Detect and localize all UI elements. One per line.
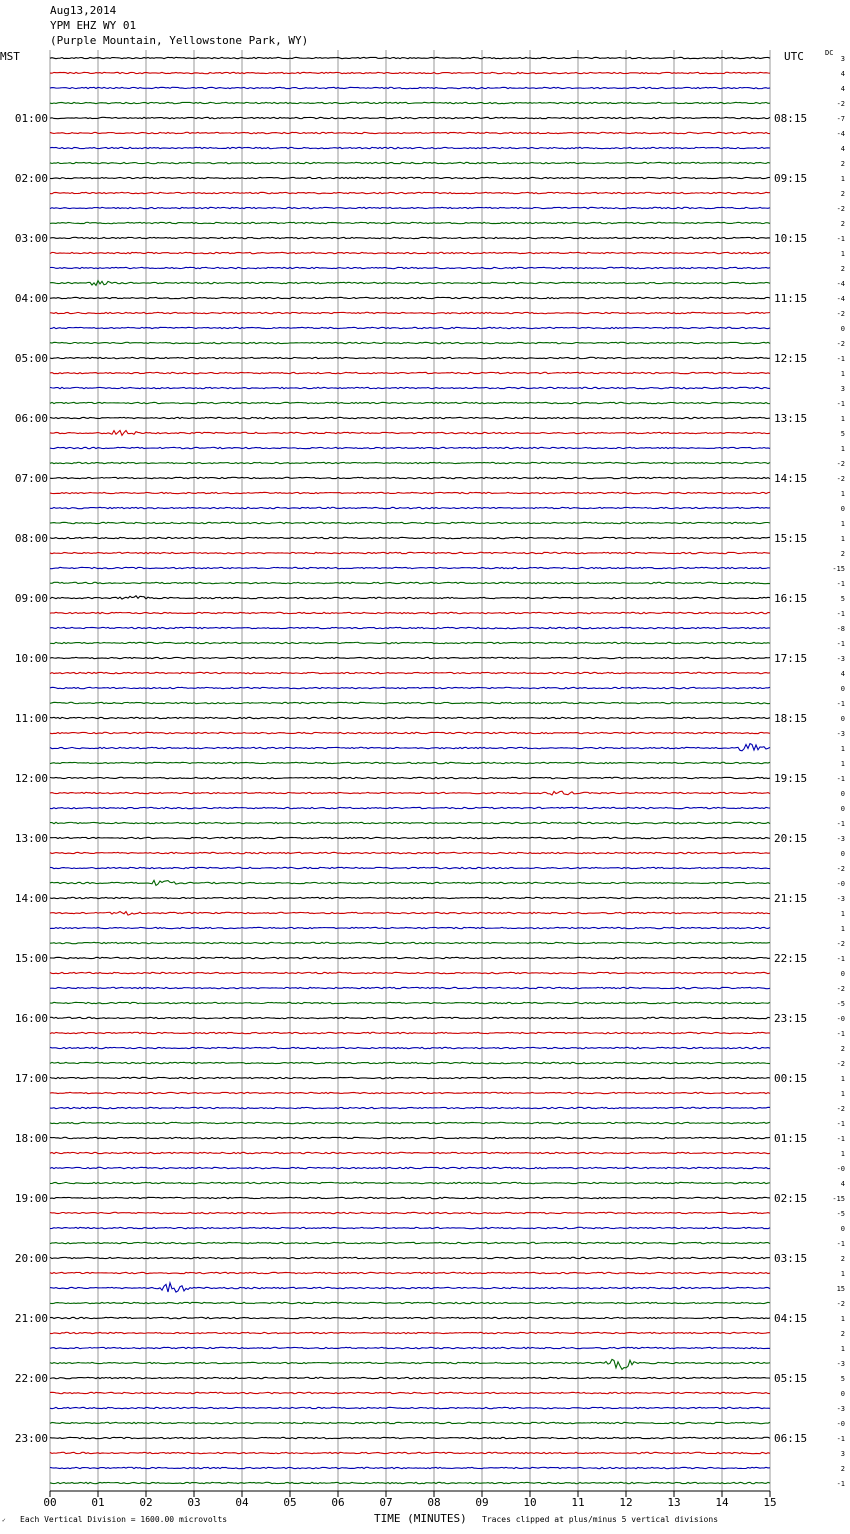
utc-hour-label: 20:15 [774, 832, 808, 845]
seismic-trace [50, 1452, 770, 1453]
seismic-trace [50, 132, 770, 133]
mst-hour-label: 20:00 [14, 1252, 48, 1265]
dc-offset-label: -2 [836, 865, 845, 873]
dc-offset-label: -3 [836, 835, 845, 843]
mst-hour-label: 03:00 [14, 232, 48, 245]
seismic-trace [50, 281, 770, 286]
seismic-trace [50, 612, 770, 613]
dc-offset-label: 1 [840, 490, 845, 498]
mst-hour-label: 12:00 [14, 772, 48, 785]
dc-offset-label: -4 [836, 295, 845, 303]
dc-offset-label: 1 [840, 370, 845, 378]
mst-hour-label: 22:00 [14, 1372, 48, 1385]
seismic-trace [50, 492, 770, 493]
seismic-trace [50, 357, 770, 358]
dc-offset-label: -1 [836, 355, 845, 363]
seismic-trace [50, 880, 770, 885]
utc-hour-label: 18:15 [774, 712, 808, 725]
dc-offset-label: -2 [836, 475, 845, 483]
mst-hour-label: 07:00 [14, 472, 48, 485]
seismic-trace [50, 1392, 770, 1393]
dc-offset-label: -1 [836, 580, 845, 588]
dc-offset-label: 2 [840, 1045, 845, 1053]
dc-offset-label: 3 [840, 385, 845, 393]
seismic-trace [50, 1032, 770, 1033]
dc-offset-label: -2 [836, 1105, 845, 1113]
seismic-trace [50, 207, 770, 208]
dc-offset-label: 2 [840, 190, 845, 198]
x-tick-label: 12 [619, 1496, 633, 1509]
seismic-trace [50, 222, 770, 223]
dc-offset-label: 1 [840, 175, 845, 183]
seismic-trace [50, 1332, 770, 1333]
seismic-trace [50, 252, 770, 253]
dc-offset-label: 1 [840, 535, 845, 543]
mst-hour-label: 15:00 [14, 952, 48, 965]
x-tick-label: 06 [331, 1496, 345, 1509]
seismic-trace [50, 1017, 770, 1018]
dc-offset-label: -4 [836, 280, 845, 288]
seismic-trace [50, 267, 770, 268]
seismic-trace [50, 672, 770, 673]
seismic-trace [50, 447, 770, 448]
dc-offset-label: 4 [840, 85, 845, 93]
seismic-trace [50, 852, 770, 853]
dc-offset-label: 2 [840, 1465, 845, 1473]
dc-offset-label: 2 [840, 220, 845, 228]
seismic-trace [50, 762, 770, 763]
dc-offset-label: -1 [836, 1480, 845, 1488]
dc-offset-label: -2 [836, 100, 845, 108]
seismic-trace [50, 1347, 770, 1348]
dc-offset-label: 0 [840, 1225, 845, 1233]
seismic-trace [50, 57, 770, 58]
seismic-trace [50, 807, 770, 808]
dc-offset-label: 1 [840, 445, 845, 453]
utc-hour-label: 23:15 [774, 1012, 808, 1025]
seismic-trace [50, 867, 770, 868]
mst-hour-label: 23:00 [14, 1432, 48, 1445]
seismic-trace [50, 1482, 770, 1483]
dc-offset-label: -2 [836, 1300, 845, 1308]
dc-offset-label: 0 [840, 970, 845, 978]
seismic-trace [50, 237, 770, 238]
dc-offset-label: 3 [840, 1450, 845, 1458]
utc-hour-label: 13:15 [774, 412, 808, 425]
dc-offset-label: -0 [836, 880, 845, 888]
mst-hour-label: 05:00 [14, 352, 48, 365]
dc-offset-header: DC [825, 49, 834, 57]
seismic-trace [50, 642, 770, 643]
dc-offset-label: -1 [836, 235, 845, 243]
seismic-trace [50, 1002, 770, 1003]
seismic-trace [50, 717, 770, 718]
seismic-trace [50, 537, 770, 538]
seismic-trace [50, 957, 770, 958]
mst-hour-label: 14:00 [14, 892, 48, 905]
utc-hour-label: 02:15 [774, 1192, 808, 1205]
seismic-trace [50, 1407, 770, 1408]
dc-offset-label: 1 [840, 1150, 845, 1158]
dc-offset-label: 4 [840, 145, 845, 153]
seismic-trace [50, 1227, 770, 1228]
utc-hour-label: 09:15 [774, 172, 808, 185]
x-tick-label: 10 [523, 1496, 537, 1509]
dc-offset-label: -1 [836, 1435, 845, 1443]
seismic-trace [50, 942, 770, 943]
utc-hour-label: 05:15 [774, 1372, 808, 1385]
dc-offset-label: -7 [836, 115, 845, 123]
seismic-trace [50, 1137, 770, 1138]
dc-offset-label: -1 [836, 700, 845, 708]
mst-hour-label: 04:00 [14, 292, 48, 305]
seismic-trace [50, 1107, 770, 1108]
seismic-trace [50, 777, 770, 778]
seismic-trace [50, 177, 770, 178]
seismic-trace [50, 147, 770, 148]
dc-offset-label: 2 [840, 1330, 845, 1338]
dc-offset-label: -4 [836, 130, 845, 138]
utc-hour-label: 11:15 [774, 292, 808, 305]
seismic-trace [50, 552, 770, 553]
utc-hour-label: 22:15 [774, 952, 808, 965]
dc-offset-label: 1 [840, 745, 845, 753]
seismic-trace [50, 897, 770, 898]
seismic-trace [50, 1302, 770, 1303]
mst-hour-label: 06:00 [14, 412, 48, 425]
seismic-trace [50, 102, 770, 103]
seismic-trace [50, 911, 770, 915]
dc-offset-label: -2 [836, 940, 845, 948]
utc-hour-label: 21:15 [774, 892, 808, 905]
dc-offset-label: 5 [840, 1375, 845, 1383]
utc-hour-label: 12:15 [774, 352, 808, 365]
dc-offset-label: -5 [836, 1000, 845, 1008]
dc-offset-label: 5 [840, 595, 845, 603]
dc-offset-label: -0 [836, 1165, 845, 1173]
seismic-trace [50, 87, 770, 88]
dc-offset-label: 2 [840, 160, 845, 168]
seismic-trace [50, 477, 770, 478]
dc-offset-label: -5 [836, 1210, 845, 1218]
station-code: YPM EHZ WY 01 [50, 19, 137, 32]
seismic-trace [50, 596, 770, 599]
right-timezone-label: UTC [784, 50, 804, 63]
dc-offset-label: 2 [840, 550, 845, 558]
x-tick-label: 04 [235, 1496, 249, 1509]
utc-hour-label: 19:15 [774, 772, 808, 785]
dc-offset-label: -2 [836, 460, 845, 468]
dc-offset-label: 1 [840, 1315, 845, 1323]
x-tick-label: 03 [187, 1496, 201, 1509]
x-tick-label: 00 [43, 1496, 57, 1509]
seismic-trace [50, 1077, 770, 1078]
seismic-trace [50, 1062, 770, 1063]
seismic-trace [50, 972, 770, 973]
seismic-trace [50, 1422, 770, 1423]
seismic-trace [50, 1092, 770, 1093]
seismic-trace [50, 1467, 770, 1468]
dc-offset-label: 5 [840, 430, 845, 438]
x-tick-label: 13 [667, 1496, 681, 1509]
x-tick-label: 02 [139, 1496, 153, 1509]
dc-offset-label: -2 [836, 985, 845, 993]
dc-offset-label: -0 [836, 1015, 845, 1023]
seismic-trace [50, 72, 770, 73]
utc-hour-label: 08:15 [774, 112, 808, 125]
dc-offset-label: -2 [836, 340, 845, 348]
seismic-trace [50, 117, 770, 118]
mst-hour-label: 08:00 [14, 532, 48, 545]
dc-offset-label: -3 [836, 1405, 845, 1413]
seismic-trace [50, 687, 770, 688]
seismic-trace [50, 702, 770, 703]
seismic-trace [50, 462, 770, 463]
dc-offset-label: -2 [836, 1060, 845, 1068]
seismic-trace [50, 1047, 770, 1048]
seismic-trace [50, 1242, 770, 1243]
dc-offset-label: -1 [836, 955, 845, 963]
dc-offset-label: -1 [836, 1135, 845, 1143]
dc-offset-label: -15 [832, 1195, 845, 1203]
utc-hour-label: 01:15 [774, 1132, 808, 1145]
seismic-trace [50, 927, 770, 928]
dc-offset-label: -1 [836, 1030, 845, 1038]
dc-offset-label: 2 [840, 265, 845, 273]
seismic-trace [50, 791, 770, 795]
utc-hour-label: 04:15 [774, 1312, 808, 1325]
seismic-trace [50, 1167, 770, 1168]
seismic-trace [50, 342, 770, 343]
seismic-trace [50, 1377, 770, 1378]
dc-offset-label: 1 [840, 1090, 845, 1098]
x-axis-title: TIME (MINUTES) [374, 1512, 467, 1525]
dc-offset-label: -1 [836, 775, 845, 783]
mst-hour-label: 18:00 [14, 1132, 48, 1145]
dc-offset-label: 4 [840, 670, 845, 678]
seismic-trace [50, 1212, 770, 1213]
x-tick-label: 11 [571, 1496, 585, 1509]
dc-offset-label: -3 [836, 1360, 845, 1368]
mst-hour-label: 02:00 [14, 172, 48, 185]
dc-offset-label: 4 [840, 70, 845, 78]
seismic-trace [50, 312, 770, 313]
dc-offset-label: 1 [840, 1345, 845, 1353]
utc-hour-label: 17:15 [774, 652, 808, 665]
seismic-trace [50, 387, 770, 388]
dc-offset-label: -15 [832, 565, 845, 573]
seismic-trace [50, 582, 770, 583]
seismic-trace [50, 567, 770, 568]
dc-offset-label: 1 [840, 250, 845, 258]
seismic-trace [50, 327, 770, 328]
dc-offset-label: 3 [840, 55, 845, 63]
mst-hour-label: 13:00 [14, 832, 48, 845]
dc-offset-label: -3 [836, 655, 845, 663]
mst-hour-label: 16:00 [14, 1012, 48, 1025]
x-tick-label: 08 [427, 1496, 441, 1509]
clip-note: Traces clipped at plus/minus 5 vertical divisions [482, 1515, 719, 1524]
dc-offset-label: 1 [840, 1270, 845, 1278]
corner-mark: ✓ [2, 1517, 6, 1524]
dc-offset-label: -0 [836, 1420, 845, 1428]
plot-date: Aug13,2014 [50, 4, 117, 17]
seismic-trace [50, 417, 770, 418]
seismic-trace [50, 192, 770, 193]
dc-offset-label: -3 [836, 730, 845, 738]
dc-offset-label: 0 [840, 325, 845, 333]
seismic-trace [50, 522, 770, 523]
seismic-trace [50, 297, 770, 298]
seismic-trace [50, 1182, 770, 1183]
dc-offset-label: 0 [840, 505, 845, 513]
dc-offset-label: 0 [840, 1390, 845, 1398]
dc-offset-label: -3 [836, 895, 845, 903]
station-location: (Purple Mountain, Yellowstone Park, WY) [50, 34, 309, 47]
seismic-trace [50, 744, 770, 751]
dc-offset-label: 0 [840, 685, 845, 693]
dc-offset-label: -2 [836, 205, 845, 213]
dc-offset-label: 1 [840, 760, 845, 768]
dc-offset-label: -1 [836, 820, 845, 828]
dc-offset-label: -8 [836, 625, 845, 633]
dc-offset-label: 1 [840, 1075, 845, 1083]
seismic-trace [50, 822, 770, 823]
seismic-trace [50, 507, 770, 508]
mst-hour-label: 01:00 [14, 112, 48, 125]
x-tick-label: 07 [379, 1496, 393, 1509]
dc-offset-label: 1 [840, 925, 845, 933]
mst-hour-label: 09:00 [14, 592, 48, 605]
seismic-trace [50, 1359, 770, 1369]
utc-hour-label: 10:15 [774, 232, 808, 245]
seismic-trace [50, 1257, 770, 1258]
dc-offset-label: 0 [840, 715, 845, 723]
mst-hour-label: 10:00 [14, 652, 48, 665]
seismic-trace [50, 1272, 770, 1273]
seismic-trace [50, 732, 770, 733]
dc-offset-label: 0 [840, 850, 845, 858]
dc-offset-label: -1 [836, 640, 845, 648]
seismic-trace [50, 1197, 770, 1198]
seismic-trace [50, 372, 770, 373]
utc-hour-label: 00:15 [774, 1072, 808, 1085]
scale-note: Each Vertical Division = 1600.00 microvolts [20, 1515, 228, 1524]
x-tick-label: 09 [475, 1496, 489, 1509]
mst-hour-label: 21:00 [14, 1312, 48, 1325]
x-tick-label: 05 [283, 1496, 297, 1509]
seismic-trace [50, 627, 770, 628]
seismic-trace [50, 837, 770, 838]
x-tick-label: 14 [715, 1496, 729, 1509]
dc-offset-label: -2 [836, 310, 845, 318]
dc-offset-label: 0 [840, 805, 845, 813]
x-tick-label: 15 [763, 1496, 777, 1509]
x-tick-label: 01 [91, 1496, 105, 1509]
seismic-trace [50, 1283, 770, 1292]
seismic-trace [50, 162, 770, 163]
dc-offset-label: 2 [840, 1255, 845, 1263]
utc-hour-label: 03:15 [774, 1252, 808, 1265]
utc-hour-label: 06:15 [774, 1432, 808, 1445]
utc-hour-label: 16:15 [774, 592, 808, 605]
mst-hour-label: 11:00 [14, 712, 48, 725]
dc-offset-label: 4 [840, 1180, 845, 1188]
seismic-trace [50, 402, 770, 403]
dc-offset-label: -1 [836, 610, 845, 618]
utc-hour-label: 15:15 [774, 532, 808, 545]
dc-offset-label: -1 [836, 1120, 845, 1128]
dc-offset-label: 15 [836, 1285, 845, 1293]
seismic-trace [50, 430, 770, 435]
seismic-trace [50, 1152, 770, 1153]
seismic-trace [50, 987, 770, 988]
dc-offset-label: 1 [840, 520, 845, 528]
dc-offset-label: 1 [840, 910, 845, 918]
dc-offset-label: 0 [840, 790, 845, 798]
utc-hour-label: 14:15 [774, 472, 808, 485]
dc-offset-label: -1 [836, 400, 845, 408]
left-timezone-label: MST [0, 50, 20, 63]
dc-offset-label: -1 [836, 1240, 845, 1248]
seismic-trace [50, 1437, 770, 1438]
seismic-trace [50, 657, 770, 658]
seismic-trace [50, 1317, 770, 1318]
mst-hour-label: 17:00 [14, 1072, 48, 1085]
dc-offset-label: 1 [840, 415, 845, 423]
seismic-trace [50, 1122, 770, 1123]
mst-hour-label: 19:00 [14, 1192, 48, 1205]
